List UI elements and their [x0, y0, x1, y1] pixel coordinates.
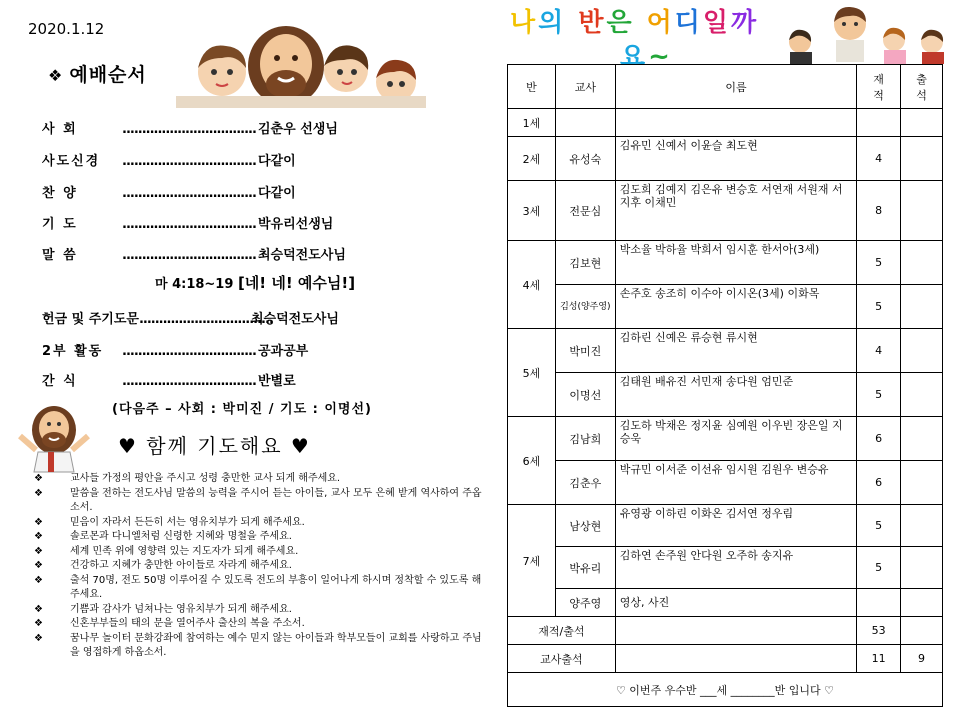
list-item: ❖ 세계 민족 위에 영향력 있는 지도자가 되게 해주세요.	[34, 545, 486, 560]
order-item-snack: 간 식 .................................. 반별로	[42, 374, 296, 389]
title-char	[566, 8, 578, 38]
table-row: 5세 박미진 김하린 신예은 류승현 류시현 4	[508, 329, 943, 373]
diamond-bullet-icon: ❖	[34, 603, 43, 615]
header-attendance: 출 석	[901, 65, 943, 109]
diamond-bullet-icon: ❖	[48, 66, 64, 85]
order-item-activity: 2부 활동 .................................. 공과공부	[42, 344, 309, 359]
title-char: 반	[578, 8, 607, 38]
table-row: 1세	[508, 109, 943, 137]
table-row: 김춘우 박규민 이서준 이선유 임시원 김원우 변승유 6	[508, 461, 943, 505]
table-header-row	[508, 65, 943, 109]
table-row: 4세 김보현 박소율 박하율 박희서 임시훈 한서아(3세) 5	[508, 241, 943, 285]
next-week-duty: (다음주 – 사회 : 박미진 / 기도 : 이명선)	[112, 402, 372, 417]
diamond-bullet-icon: ❖	[34, 618, 43, 629]
order-item-sermon: 말 씀 .................................. 최승덕전도사님	[42, 248, 346, 263]
table-row: 6세 김남희 김도하 박채은 정지윤 심예원 이우빈 장은일 지승욱 6	[508, 417, 943, 461]
date: 2020.1.12	[28, 20, 105, 38]
table-row: 김성(양주영) 손주호 송조히 이수아 이시온(3세) 이화목 5	[508, 285, 943, 329]
teacher-attendance-row: 교사출석 11 9	[508, 645, 943, 673]
title-char	[635, 8, 647, 38]
children-group-illustration	[776, 4, 952, 64]
table-row: 3세 전문심 김도희 김예지 김은유 변승호 서연재 서원재 서지후 이채민 8	[508, 181, 943, 241]
table-row: 박유리 김하연 손주원 안다원 오주하 송지유 5	[508, 547, 943, 589]
total-enrolled-row: 재적/출석 53	[508, 617, 943, 645]
list-item: ❖ 신혼부부들의 태의 문을 열어주사 출산의 복을 주소서.	[34, 617, 486, 632]
diamond-bullet-icon: ❖	[34, 473, 43, 484]
order-item-prayer: 기 도 .................................. 박유리선생님	[42, 217, 334, 232]
prayer-title: ♥ 함께 기도해요 ♥	[118, 434, 311, 458]
order-item-host: 사 회 .................................. 김춘우 선생님	[42, 122, 338, 137]
list-item: ❖ 건강하고 지혜가 충만한 아이들로 자라게 해주세요.	[34, 559, 486, 574]
verse-reference: 마 4:18~19	[155, 277, 234, 292]
jesus-cartoon-icon	[12, 400, 96, 472]
list-item: ❖ 출석 70명, 전도 50명 이루어질 수 있도록 전도의 부흥이 일어나게 하시며 정착할 수 있도록 해주세요.	[34, 574, 486, 603]
diamond-bullet-icon: ❖	[34, 531, 43, 542]
list-item: ❖ 기쁨과 감사가 넘쳐나는 영유치부가 되게 해주세요.	[34, 603, 486, 618]
order-item-offering: 헌금 및 주기도문..................................최승덕전도사님	[42, 312, 339, 327]
diamond-bullet-icon: ❖	[34, 545, 43, 557]
order-item-creed: 사도신경 .................................. 다같이	[42, 154, 296, 169]
list-item: ❖ 솔로몬과 다니엘처럼 신령한 지혜와 명철을 주세요.	[34, 530, 486, 545]
title-char: 디	[674, 8, 703, 38]
best-class-row: ♡ 이번주 우수반 ___세 ________반 입니다 ♡	[508, 673, 943, 707]
diamond-bullet-icon: ❖	[34, 574, 43, 586]
title-char: 까	[731, 8, 760, 38]
title-char: 의	[538, 8, 567, 38]
title-char: 요	[620, 42, 649, 72]
table-row: 이명선 김태원 배유진 서민재 송다원 엄민준 5	[508, 373, 943, 417]
jesus-children-illustration	[176, 14, 426, 108]
list-item: ❖ 믿음이 자라서 든든히 서는 영유치부가 되게 해주세요.	[34, 516, 486, 531]
table-row: 양주영 영상, 사진	[508, 589, 943, 617]
header-names: 이름	[615, 65, 856, 109]
header-enrolled: 재 적	[857, 65, 901, 109]
class-roster-table	[507, 64, 943, 707]
list-item: ❖ 꿈나무 놀이터 문화강좌에 참여하는 예수 믿지 않는 아이들과 학부모들이 교회를 사랑하고 주님을 영접하게 하옵소서.	[34, 632, 486, 661]
verse-text: [네! 네! 예수님!]	[237, 274, 356, 292]
title-char: ~	[648, 42, 673, 72]
list-item: ❖ 말씀을 전하는 전도사님 말씀의 능력을 주시어 듣는 아이들, 교사 모두 은혜 받게 역사하여 주옵소서.	[34, 487, 486, 516]
diamond-bullet-icon: ❖	[34, 560, 43, 571]
worship-order-title	[48, 60, 147, 87]
header-class: 반	[508, 65, 556, 109]
title-char: 일	[702, 8, 731, 38]
order-item-praise: 찬 양 .................................. 다같이	[42, 186, 296, 201]
bible-verse	[155, 272, 355, 293]
prayer-list	[34, 472, 486, 661]
list-item: ❖ 교사들 가정의 평안을 주시고 성령 충만한 교사 되게 해주세요.	[34, 472, 486, 487]
title-char: 어	[646, 8, 675, 38]
header-teacher: 교사	[555, 65, 615, 109]
worship-order-title-text: 예배순서	[69, 64, 147, 86]
title-char: 은	[606, 8, 635, 38]
table-row: 7세 남상현 유영광 이하린 이화온 김서연 정우림 5	[508, 505, 943, 547]
title-char: 나	[510, 8, 539, 38]
diamond-bullet-icon: ❖	[34, 516, 43, 528]
diamond-bullet-icon: ❖	[34, 632, 43, 644]
diamond-bullet-icon: ❖	[34, 487, 43, 499]
table-row: 2세 유성숙 김유민 신예서 이윤슬 최도현 4	[508, 137, 943, 181]
